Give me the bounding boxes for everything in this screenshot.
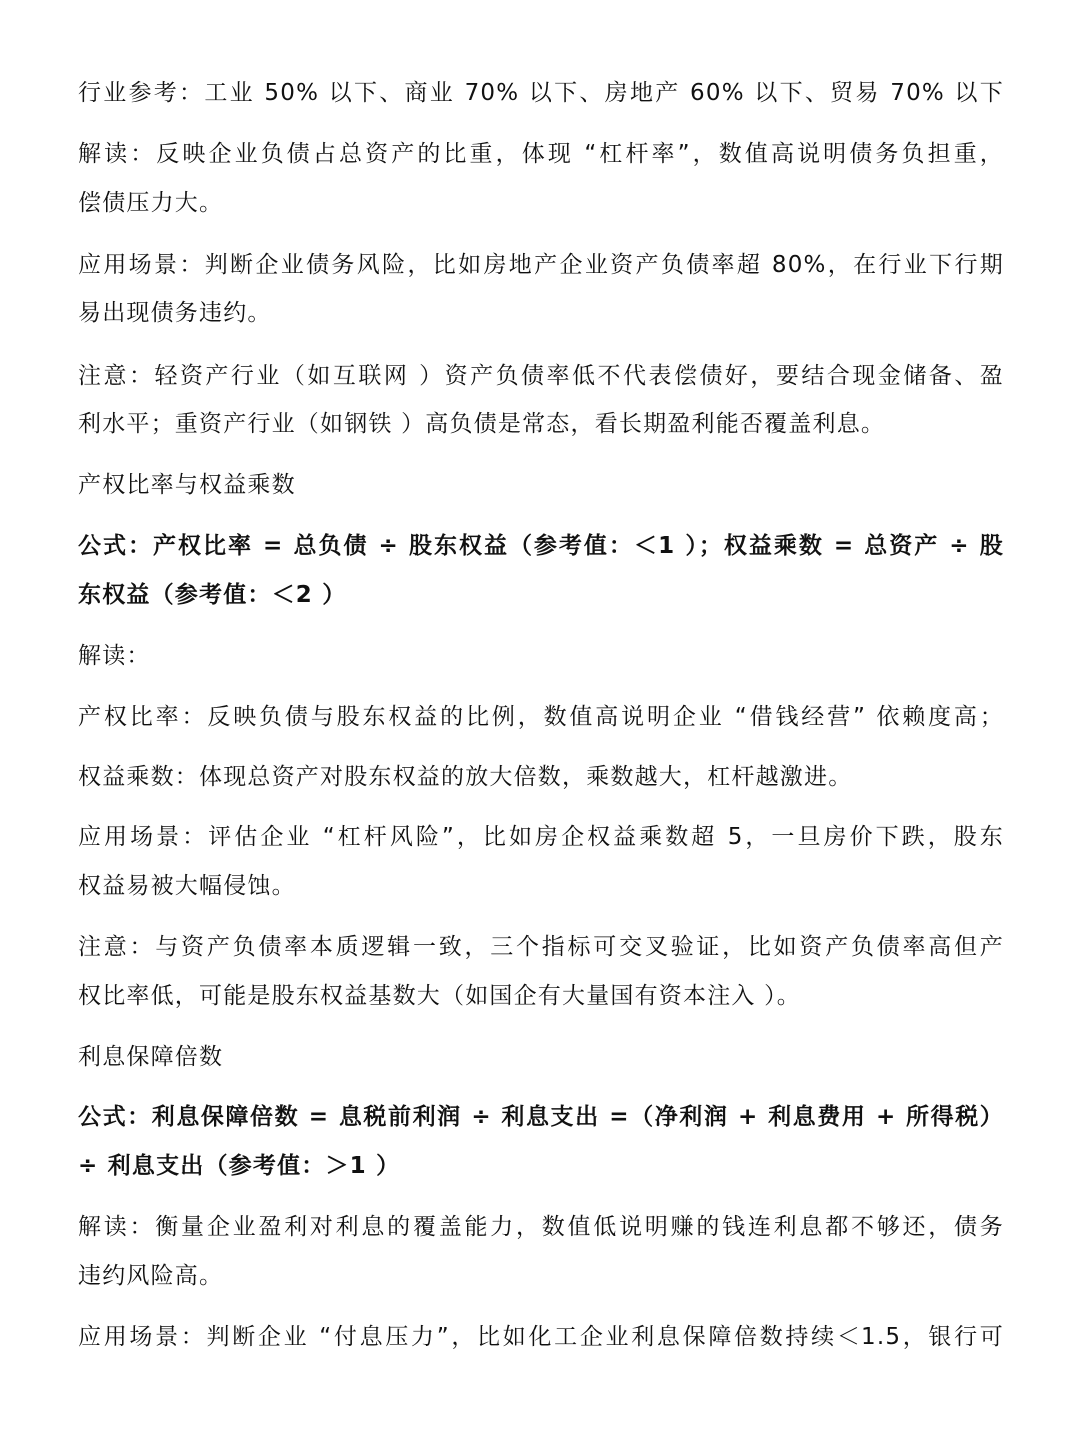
section-heading-equity-ratio: 产权比率与权益乘数 (78, 472, 296, 498)
note-line-2: 利水平；重资产行业（如钢铁 ）高负债是常态，看长期盈利能否覆盖利息。 (78, 411, 886, 437)
scenario-line-5: 应用场景：判断企业 “付息压力”，比如化工企业利息保障倍数持续＜1.5，银行可 (78, 1324, 1004, 1350)
interpretation-line-4: 违约风险高。 (78, 1263, 224, 1289)
formula-line-1: 公式：产权比率 = 总负债 ÷ 股东权益（参考值：＜1 ）；权益乘数 = 总资产 ÷ 股 (78, 533, 1004, 559)
equity-ratio-desc: 产权比率：反映负债与股东权益的比例，数值高说明企业 “借钱经营” 依赖度高； (78, 704, 1004, 730)
note-line-1: 注意：轻资产行业（如互联网 ）资产负债率低不代表偿债好，要结合现金储备、盈 (78, 363, 1004, 389)
equity-multiplier-desc: 权益乘数：体现总资产对股东权益的放大倍数，乘数越大，杠杆越激进。 (78, 764, 853, 790)
scenario-line-1: 应用场景：判断企业债务风险，比如房地产企业资产负债率超 80%，在行业下行期 (78, 252, 1004, 278)
interpretation-label: 解读： (78, 643, 151, 669)
note-line-4: 权比率低，可能是股东权益基数大（如国企有大量国有资本注入 ）。 (78, 983, 802, 1009)
scenario-line-4: 权益易被大幅侵蚀。 (78, 873, 296, 899)
formula-line-3: 公式：利息保障倍数 = 息税前利润 ÷ 利息支出 =（净利润 + 利息费用 + 所得税） (78, 1104, 1004, 1130)
industry-reference-line: 行业参考：工业 50% 以下、商业 70% 以下、房地产 60% 以下、贸易 70% 以下 (78, 80, 1004, 106)
formula-line-2: 东权益（参考值：＜2 ） (78, 582, 347, 608)
scenario-line-2: 易出现债务违约。 (78, 300, 272, 326)
interpretation-line-3: 解读：衡量企业盈利对利息的覆盖能力，数值低说明赚的钱连利息都不够还，债务 (78, 1214, 1004, 1240)
section-heading-interest-coverage: 利息保障倍数 (78, 1044, 224, 1070)
interpretation-line-1: 解读：反映企业负债占总资产的比重，体现 “杠杆率”，数值高说明债务负担重， (78, 141, 1004, 167)
note-line-3: 注意：与资产负债率本质逻辑一致，三个指标可交叉验证，比如资产负债率高但产 (78, 934, 1004, 960)
scenario-line-3: 应用场景：评估企业 “杠杆风险”，比如房企权益乘数超 5，一旦房价下跌，股东 (78, 824, 1004, 850)
interpretation-line-2: 偿债压力大。 (78, 190, 224, 216)
formula-line-4: ÷ 利息支出（参考值：＞1 ） (78, 1153, 401, 1179)
